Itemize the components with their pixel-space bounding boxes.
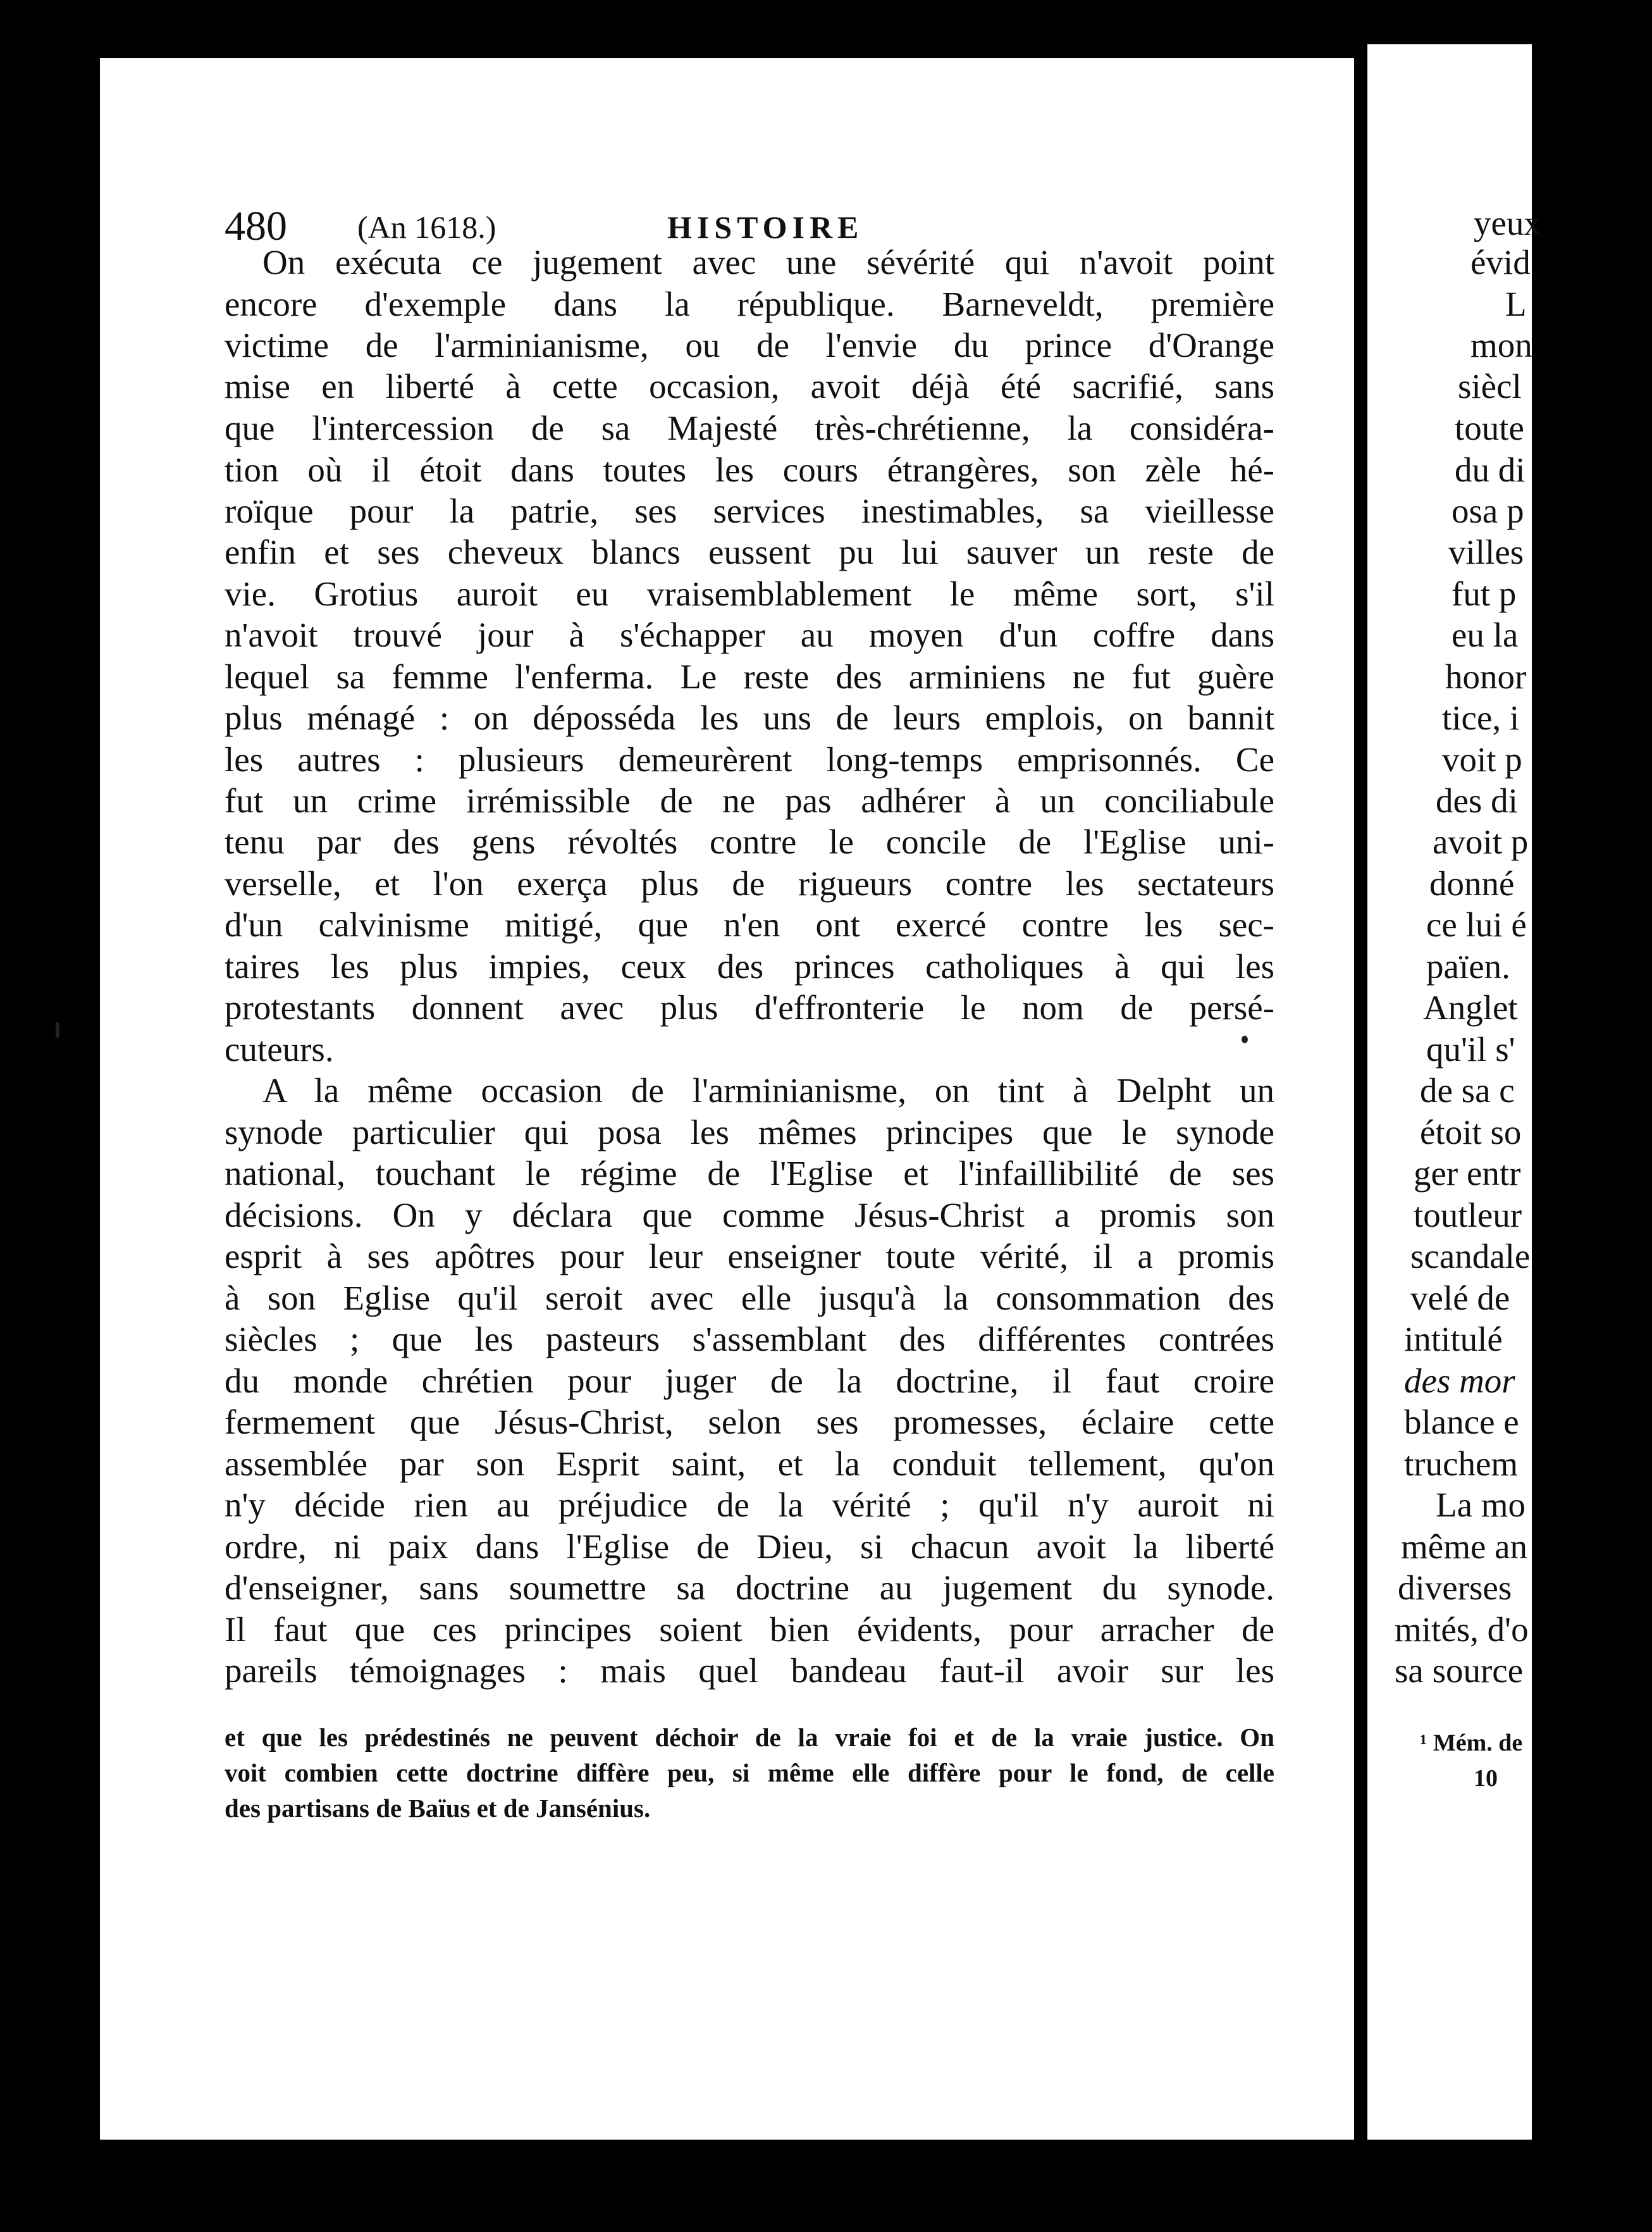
- footnote-line: voit combien cette doctrine diffère peu, si même elle diffère pour le fond, de celle: [225, 1758, 1274, 1787]
- text-line: Il faut que ces principes soient bien évidents, pour arracher de: [225, 1610, 1274, 1649]
- right-text-line: blance e: [1404, 1403, 1519, 1441]
- right-text-line: païen.: [1426, 947, 1510, 986]
- text-line: fermement que Jésus-Christ, selon ses promesses, éclaire cette: [225, 1403, 1274, 1441]
- text-line: pareils témoignages : mais quel bandeau faut-il avoir sur les: [225, 1651, 1274, 1690]
- text-line: cuteurs.: [225, 1030, 334, 1069]
- right-text-line: mités, d'o: [1395, 1610, 1529, 1649]
- text-line: mise en liberté à cette occasion, avoit déjà été sacrifié, sans: [225, 367, 1274, 406]
- text-line: à son Eglise qu'il seroit avec elle jusqu'à la consommation des: [225, 1279, 1274, 1317]
- right-text-line: siècl: [1458, 367, 1522, 406]
- page-number: 480: [225, 203, 287, 249]
- text-line: d'un calvinisme mitigé, que n'en ont exercé contre les sec-: [225, 905, 1274, 944]
- right-text-line: diverses: [1398, 1568, 1512, 1607]
- right-text-line: La mo: [1436, 1485, 1526, 1524]
- right-text-line: scandale: [1410, 1237, 1531, 1275]
- right-text-line: eu la: [1452, 616, 1519, 654]
- right-text-line: étoit so: [1420, 1113, 1522, 1151]
- right-text-line: avoit p: [1433, 822, 1529, 861]
- right-text-line: velé de: [1410, 1279, 1510, 1317]
- right-text-line: villes: [1448, 533, 1524, 571]
- right-text-line: évid: [1470, 243, 1531, 282]
- text-line: esprit à ses apôtres pour leur enseigner toute vérité, il a promis: [225, 1237, 1274, 1275]
- right-text-line: mon: [1470, 326, 1532, 364]
- right-text-line: L: [1505, 285, 1527, 323]
- text-line: d'enseigner, sans soumettre sa doctrine au jugement du synode.: [225, 1568, 1274, 1607]
- text-line: n'y décide rien au préjudice de la vérité ; qu'il n'y auroit ni: [225, 1485, 1274, 1524]
- text-line: fut un crime irrémissible de ne pas adhérer à un conciliabule: [225, 781, 1274, 820]
- text-line: plus ménagé : on déposséda les uns de leurs emplois, on bannit: [225, 698, 1274, 737]
- right-text-line: qu'il s': [1426, 1030, 1515, 1069]
- text-line: du monde chrétien pour juger de la doctrine, il faut croire: [225, 1361, 1274, 1400]
- year-marker: (An 1618.): [357, 209, 496, 245]
- text-line: décisions. On y déclara que comme Jésus-Christ a promis son: [225, 1196, 1274, 1234]
- text-line: assemblée par son Esprit saint, et la conduit tellement, qu'on: [225, 1444, 1274, 1483]
- right-text-line: yeux: [1474, 204, 1541, 242]
- book-gutter: [1354, 58, 1367, 2140]
- right-text-line: ce lui é: [1426, 905, 1527, 944]
- right-text-line: sa source: [1395, 1651, 1524, 1690]
- text-line: vie. Grotius auroit eu vraisemblablement le même sort, s'il: [225, 574, 1274, 613]
- text-line: les autres : plusieurs demeurèrent long-temps emprisonnés. Ce: [225, 740, 1274, 779]
- footnote-line: et que les prédestinés ne peuvent déchoir de la vraie foi et de la vraie justice. On: [225, 1723, 1274, 1752]
- right-text-line: ger entr: [1414, 1154, 1521, 1193]
- right-text-line: toutleur: [1414, 1196, 1522, 1234]
- text-line: siècles ; que les pasteurs s'assemblant des différentes contrées: [225, 1320, 1274, 1358]
- running-title: HISTOIRE: [667, 209, 864, 245]
- right-text-line: intitulé: [1404, 1320, 1503, 1358]
- right-text-line: des di: [1436, 781, 1518, 820]
- text-line: A la même occasion de l'arminianisme, on tint à Delpht un: [262, 1071, 1274, 1110]
- text-line: national, touchant le régime de l'Eglise et l'infaillibilité de ses: [225, 1154, 1274, 1193]
- right-text-line: honor: [1445, 657, 1527, 696]
- text-line: taires les plus impies, ceux des princes catholiques à qui les: [225, 947, 1274, 986]
- text-line: lequel sa femme l'enferma. Le reste des arminiens ne fut guère: [225, 657, 1274, 696]
- text-line: que l'intercession de sa Majesté très-chrétienne, la considéra-: [225, 409, 1274, 447]
- right-text-line: toute: [1455, 409, 1524, 447]
- text-line: ordre, ni paix dans l'Eglise de Dieu, si chacun avoit la liberté: [225, 1527, 1274, 1566]
- right-text-line: Anglet: [1423, 988, 1518, 1027]
- right-text-line: truchem: [1404, 1444, 1519, 1483]
- text-line: n'avoit trouvé jour à s'échapper au moyen d'un coffre dans: [225, 616, 1274, 654]
- text-line: On exécuta ce jugement avec une sévérité qui n'avoit point: [262, 243, 1274, 282]
- right-text-line: donné: [1429, 864, 1515, 903]
- text-line: encore d'exemple dans la république. Barneveldt, première: [225, 285, 1274, 323]
- footnote-line: des partisans de Baïus et de Jansénius.: [225, 1794, 651, 1823]
- right-text-line: fut p: [1452, 574, 1517, 613]
- text-line: protestants donnent avec plus d'effronterie le nom de persé-: [225, 988, 1274, 1027]
- right-footnote-line: ¹ Mém. de: [1420, 1730, 1523, 1756]
- right-footnote-line: 10: [1474, 1765, 1498, 1792]
- text-line: tenu par des gens révoltés contre le concile de l'Eglise uni-: [225, 822, 1274, 861]
- right-text-line: tice, i: [1442, 698, 1520, 737]
- text-line: verselle, et l'on exerça plus de rigueurs contre les sectateurs: [225, 864, 1274, 903]
- right-text-line: du di: [1455, 450, 1526, 489]
- margin-mark: [56, 1022, 59, 1038]
- text-line: synode particulier qui posa les mêmes principes que le synode: [225, 1113, 1274, 1151]
- right-text-line: des mor: [1404, 1361, 1515, 1400]
- right-text-line: même an: [1401, 1527, 1528, 1566]
- right-text-line: de sa c: [1420, 1071, 1515, 1110]
- text-line: tion où il étoit dans toutes les cours étrangères, son zèle hé-: [225, 450, 1274, 489]
- text-line: victime de l'arminianisme, ou de l'envie du prince d'Orange: [225, 326, 1274, 364]
- text-line: roïque pour la patrie, ses services inestimables, sa vieillesse: [225, 492, 1274, 530]
- right-text-line: osa p: [1452, 492, 1524, 530]
- right-text-line: voit p: [1442, 740, 1522, 779]
- ink-speck: [1242, 1036, 1248, 1043]
- text-line: enfin et ses cheveux blancs eussent pu lui sauver un reste de: [225, 533, 1274, 571]
